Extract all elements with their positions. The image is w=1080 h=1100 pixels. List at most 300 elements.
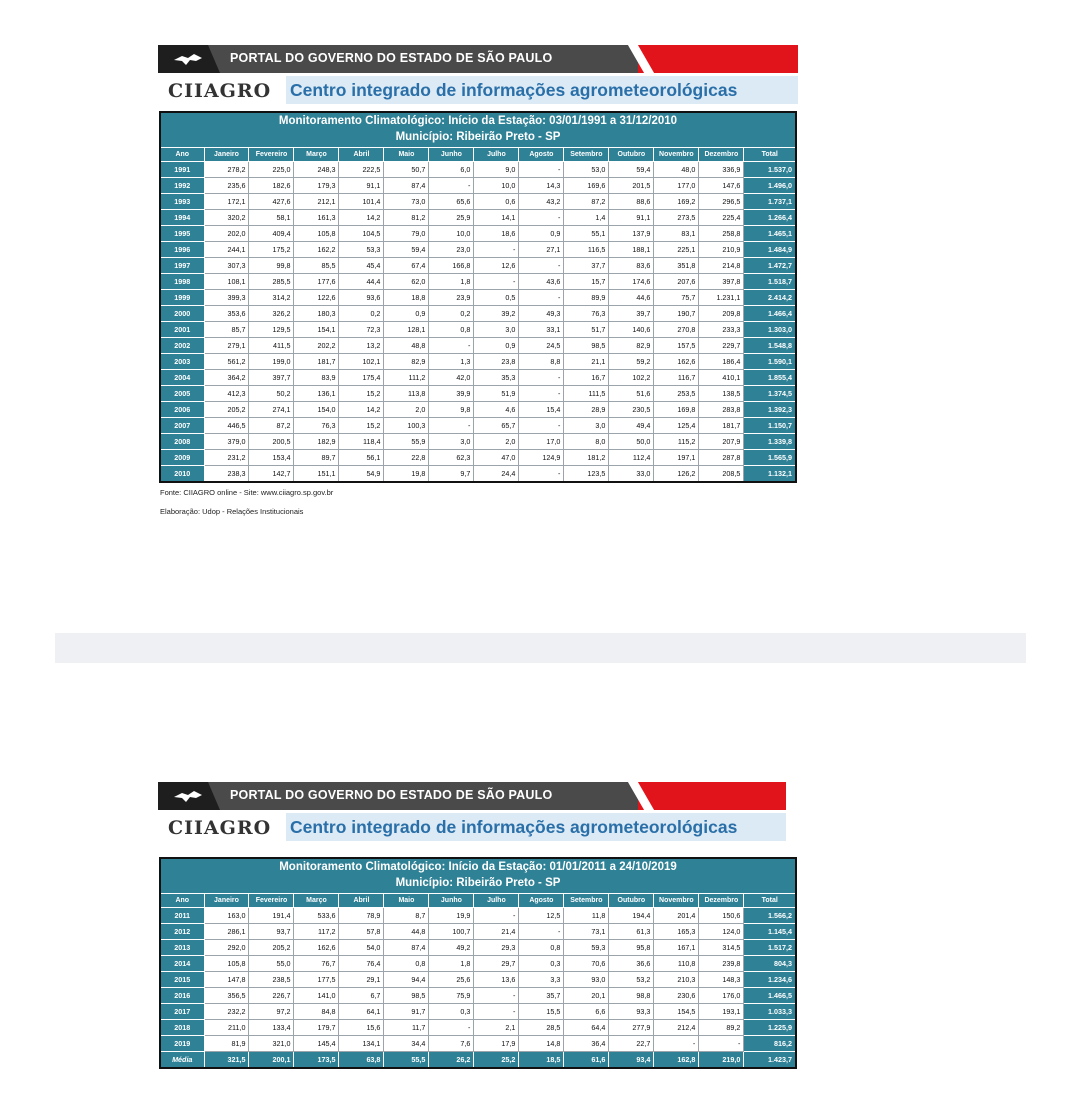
year-cell: 2017: [160, 1004, 204, 1020]
table-row: [160, 940, 796, 956]
column-header: Setembro: [564, 148, 609, 162]
value-cell: 42,0: [429, 370, 474, 386]
value-cell: 307,3: [204, 258, 249, 274]
value-cell: 145,4: [294, 1036, 339, 1052]
value-cell: 175,4: [339, 370, 384, 386]
value-cell: 172,1: [204, 194, 249, 210]
value-cell: 214,8: [699, 258, 744, 274]
value-cell: 253,5: [654, 386, 699, 402]
column-header: Dezembro: [699, 894, 744, 908]
value-cell: 43,6: [519, 274, 564, 290]
value-cell: 43,2: [519, 194, 564, 210]
value-cell: 104,5: [339, 226, 384, 242]
total-cell: 1.590,1: [744, 354, 796, 370]
total-cell: 1.303,0: [744, 322, 796, 338]
value-cell: 87,2: [564, 194, 609, 210]
table-title-line2: Município: Ribeirão Preto - SP: [160, 129, 796, 148]
value-cell: 48,0: [654, 162, 699, 178]
ciiagro-header: [158, 76, 798, 106]
value-cell: 201,4: [654, 908, 699, 924]
total-cell: 1.518,7: [744, 274, 796, 290]
table-header-row: [160, 148, 796, 162]
value-cell: 110,8: [654, 956, 699, 972]
value-cell: 399,3: [204, 290, 249, 306]
value-cell: 15,7: [564, 274, 609, 290]
value-cell: 82,9: [609, 338, 654, 354]
value-cell: 44,8: [384, 924, 429, 940]
value-cell: 321,0: [249, 1036, 294, 1052]
value-cell: 14,8: [519, 1036, 564, 1052]
value-cell: 50,2: [249, 386, 294, 402]
year-cell: 2007: [160, 418, 204, 434]
value-cell: 229,7: [699, 338, 744, 354]
value-cell: 116,5: [564, 242, 609, 258]
value-cell: 49,4: [609, 418, 654, 434]
value-cell: 8,8: [519, 354, 564, 370]
value-cell: 65,6: [429, 194, 474, 210]
column-header: Novembro: [654, 894, 699, 908]
total-cell: 1.566,2: [744, 908, 796, 924]
column-header: Agosto: [519, 148, 564, 162]
table-row: [160, 402, 796, 418]
value-cell: 0,8: [519, 940, 564, 956]
value-cell: 8,0: [564, 434, 609, 450]
total-cell: 1.496,0: [744, 178, 796, 194]
year-cell: 2014: [160, 956, 204, 972]
total-cell: 1.548,8: [744, 338, 796, 354]
value-cell: 76,3: [564, 306, 609, 322]
value-cell: 232,2: [204, 1004, 249, 1020]
rainfall-table-1: [159, 111, 797, 483]
year-cell: 2000: [160, 306, 204, 322]
ciiagro-banner: Centro integrado de informações agrometeorológicas: [286, 813, 786, 841]
value-cell: 353,6: [204, 306, 249, 322]
value-cell: 70,6: [564, 956, 609, 972]
value-cell: 102,2: [609, 370, 654, 386]
value-cell: 21,1: [564, 354, 609, 370]
value-cell: 98,5: [564, 338, 609, 354]
value-cell: 174,6: [609, 274, 654, 290]
value-cell: 173,5: [294, 1052, 339, 1069]
total-cell: 1.150,7: [744, 418, 796, 434]
column-header: Março: [294, 148, 339, 162]
report-block-2: [158, 782, 792, 1069]
total-cell: 1.033,3: [744, 1004, 796, 1020]
year-cell: 2005: [160, 386, 204, 402]
value-cell: 112,4: [609, 450, 654, 466]
value-cell: 15,2: [339, 418, 384, 434]
value-cell: 194,4: [609, 908, 654, 924]
year-cell: 1991: [160, 162, 204, 178]
value-cell: 58,1: [249, 210, 294, 226]
value-cell: 166,8: [429, 258, 474, 274]
value-cell: 191,4: [249, 908, 294, 924]
value-cell: 33,0: [609, 466, 654, 483]
value-cell: 163,0: [204, 908, 249, 924]
value-cell: 226,7: [249, 988, 294, 1004]
value-cell: 10,0: [474, 178, 519, 194]
table-header-row: [160, 894, 796, 908]
value-cell: 55,1: [564, 226, 609, 242]
value-cell: 25,2: [474, 1052, 519, 1069]
table-row: [160, 162, 796, 178]
average-row: [160, 1052, 796, 1069]
value-cell: 49,3: [519, 306, 564, 322]
value-cell: 3,0: [564, 418, 609, 434]
value-cell: -: [519, 210, 564, 226]
value-cell: 91,1: [339, 178, 384, 194]
value-cell: 6,7: [339, 988, 384, 1004]
value-cell: 0,8: [429, 322, 474, 338]
total-cell: 1.145,4: [744, 924, 796, 940]
value-cell: 64,1: [339, 1004, 384, 1020]
value-cell: 72,3: [339, 322, 384, 338]
value-cell: 36,6: [609, 956, 654, 972]
year-cell: 2008: [160, 434, 204, 450]
value-cell: 16,7: [564, 370, 609, 386]
value-cell: 157,5: [654, 338, 699, 354]
value-cell: 39,7: [609, 306, 654, 322]
value-cell: 409,4: [249, 226, 294, 242]
value-cell: -: [429, 418, 474, 434]
value-cell: 321,5: [204, 1052, 249, 1069]
value-cell: 23,9: [429, 290, 474, 306]
year-cell: 1999: [160, 290, 204, 306]
table-row: [160, 418, 796, 434]
value-cell: 108,1: [204, 274, 249, 290]
value-cell: 15,2: [339, 386, 384, 402]
year-cell: 2002: [160, 338, 204, 354]
value-cell: 84,8: [294, 1004, 339, 1020]
value-cell: 244,1: [204, 242, 249, 258]
value-cell: 141,0: [294, 988, 339, 1004]
column-header: Julho: [474, 894, 519, 908]
value-cell: 57,8: [339, 924, 384, 940]
value-cell: 61,6: [564, 1052, 609, 1069]
year-cell: 1998: [160, 274, 204, 290]
value-cell: -: [519, 418, 564, 434]
value-cell: -: [474, 242, 519, 258]
total-cell: 1.234,6: [744, 972, 796, 988]
value-cell: 20,1: [564, 988, 609, 1004]
year-cell: Média: [160, 1052, 204, 1069]
value-cell: 39,9: [429, 386, 474, 402]
value-cell: 93,3: [609, 1004, 654, 1020]
value-cell: 21,4: [474, 924, 519, 940]
value-cell: 91,1: [609, 210, 654, 226]
value-cell: 410,1: [699, 370, 744, 386]
value-cell: 239,8: [699, 956, 744, 972]
table-row: [160, 194, 796, 210]
value-cell: 154,1: [294, 322, 339, 338]
value-cell: 209,8: [699, 306, 744, 322]
table-row: [160, 290, 796, 306]
column-header: Abril: [339, 148, 384, 162]
column-header: Junho: [429, 894, 474, 908]
value-cell: 13,6: [474, 972, 519, 988]
column-header: Ano: [160, 148, 204, 162]
value-cell: 181,7: [699, 418, 744, 434]
value-cell: 356,5: [204, 988, 249, 1004]
value-cell: 258,8: [699, 226, 744, 242]
value-cell: 411,5: [249, 338, 294, 354]
value-cell: -: [519, 386, 564, 402]
value-cell: 51,6: [609, 386, 654, 402]
value-cell: 53,0: [564, 162, 609, 178]
value-cell: 147,8: [204, 972, 249, 988]
column-header: Fevereiro: [249, 148, 294, 162]
value-cell: 188,1: [609, 242, 654, 258]
value-cell: 59,4: [384, 242, 429, 258]
table-row: [160, 466, 796, 483]
value-cell: 76,7: [294, 956, 339, 972]
value-cell: -: [474, 274, 519, 290]
value-cell: 17,9: [474, 1036, 519, 1052]
value-cell: 561,2: [204, 354, 249, 370]
year-cell: 2010: [160, 466, 204, 483]
value-cell: 225,0: [249, 162, 294, 178]
table-row: [160, 210, 796, 226]
value-cell: 75,9: [429, 988, 474, 1004]
value-cell: 19,8: [384, 466, 429, 483]
value-cell: 134,1: [339, 1036, 384, 1052]
year-cell: 2018: [160, 1020, 204, 1036]
total-cell: 1.423,7: [744, 1052, 796, 1069]
value-cell: 233,3: [699, 322, 744, 338]
value-cell: 6,6: [564, 1004, 609, 1020]
value-cell: 93,4: [609, 1052, 654, 1069]
column-header: Janeiro: [204, 894, 249, 908]
value-cell: 162,8: [654, 1052, 699, 1069]
value-cell: 230,5: [609, 402, 654, 418]
value-cell: 2,1: [474, 1020, 519, 1036]
table-row: [160, 1036, 796, 1052]
year-cell: 2015: [160, 972, 204, 988]
value-cell: 19,9: [429, 908, 474, 924]
ciiagro-banner: Centro integrado de informações agrometeorológicas: [286, 76, 798, 104]
table-row: [160, 956, 796, 972]
value-cell: 222,5: [339, 162, 384, 178]
portal-header-bar: [158, 45, 798, 73]
table-row: [160, 338, 796, 354]
value-cell: 270,8: [654, 322, 699, 338]
value-cell: 35,3: [474, 370, 519, 386]
value-cell: 87,4: [384, 178, 429, 194]
value-cell: 27,1: [519, 242, 564, 258]
value-cell: 287,8: [699, 450, 744, 466]
value-cell: 3,0: [474, 322, 519, 338]
table-body: [160, 162, 796, 483]
year-cell: 2012: [160, 924, 204, 940]
column-header: Abril: [339, 894, 384, 908]
table-row: [160, 178, 796, 194]
value-cell: 0,9: [474, 338, 519, 354]
value-cell: 427,6: [249, 194, 294, 210]
value-cell: 207,9: [699, 434, 744, 450]
total-cell: 1.339,8: [744, 434, 796, 450]
value-cell: 162,2: [294, 242, 339, 258]
total-cell: 1.565,9: [744, 450, 796, 466]
table-row: [160, 274, 796, 290]
value-cell: 122,6: [294, 290, 339, 306]
value-cell: 153,4: [249, 450, 294, 466]
value-cell: 4,6: [474, 402, 519, 418]
total-cell: 1.517,2: [744, 940, 796, 956]
value-cell: 53,2: [609, 972, 654, 988]
value-cell: 59,3: [564, 940, 609, 956]
value-cell: 50,7: [384, 162, 429, 178]
value-cell: 25,9: [429, 210, 474, 226]
total-cell: 804,3: [744, 956, 796, 972]
sp-map-logo-icon: [172, 52, 204, 66]
left-margin: [0, 0, 55, 1100]
value-cell: 10,0: [429, 226, 474, 242]
value-cell: 0,9: [384, 306, 429, 322]
total-cell: 1.472,7: [744, 258, 796, 274]
value-cell: 115,2: [654, 434, 699, 450]
value-cell: 0,5: [474, 290, 519, 306]
value-cell: 29,3: [474, 940, 519, 956]
value-cell: 35,7: [519, 988, 564, 1004]
year-cell: 1992: [160, 178, 204, 194]
value-cell: 231,2: [204, 450, 249, 466]
value-cell: 9,0: [474, 162, 519, 178]
year-cell: 1995: [160, 226, 204, 242]
value-cell: -: [519, 258, 564, 274]
value-cell: 9,7: [429, 466, 474, 483]
value-cell: 83,6: [609, 258, 654, 274]
value-cell: 78,9: [339, 908, 384, 924]
total-cell: 1.374,5: [744, 386, 796, 402]
value-cell: 162,6: [294, 940, 339, 956]
value-cell: 81,2: [384, 210, 429, 226]
value-cell: 165,3: [654, 924, 699, 940]
value-cell: 118,4: [339, 434, 384, 450]
column-header: Janeiro: [204, 148, 249, 162]
value-cell: -: [519, 466, 564, 483]
value-cell: 205,2: [249, 940, 294, 956]
value-cell: 13,2: [339, 338, 384, 354]
value-cell: 63,8: [339, 1052, 384, 1069]
value-cell: 177,0: [654, 178, 699, 194]
value-cell: 11,8: [564, 908, 609, 924]
value-cell: 161,3: [294, 210, 339, 226]
total-cell: 1.465,1: [744, 226, 796, 242]
value-cell: 1,3: [429, 354, 474, 370]
value-cell: 65,7: [474, 418, 519, 434]
value-cell: 0,3: [519, 956, 564, 972]
value-cell: 44,6: [609, 290, 654, 306]
value-cell: 99,8: [249, 258, 294, 274]
value-cell: 59,2: [609, 354, 654, 370]
value-cell: -: [474, 1004, 519, 1020]
value-cell: 91,7: [384, 1004, 429, 1020]
value-cell: 29,1: [339, 972, 384, 988]
value-cell: 44,4: [339, 274, 384, 290]
value-cell: 55,5: [384, 1052, 429, 1069]
value-cell: 182,6: [249, 178, 294, 194]
value-cell: 101,4: [339, 194, 384, 210]
value-cell: 93,6: [339, 290, 384, 306]
table-title-line1: Monitoramento Climatológico: Início da Estação: 01/01/2011 a 24/10/2019: [160, 858, 796, 875]
value-cell: 18,6: [474, 226, 519, 242]
value-cell: 56,1: [339, 450, 384, 466]
value-cell: 51,7: [564, 322, 609, 338]
value-cell: 105,8: [204, 956, 249, 972]
value-cell: 15,4: [519, 402, 564, 418]
value-cell: 34,4: [384, 1036, 429, 1052]
total-cell: 1.737,1: [744, 194, 796, 210]
column-header: Setembro: [564, 894, 609, 908]
value-cell: 201,5: [609, 178, 654, 194]
value-cell: 113,8: [384, 386, 429, 402]
value-cell: 53,3: [339, 242, 384, 258]
value-cell: 55,9: [384, 434, 429, 450]
value-cell: 14,3: [519, 178, 564, 194]
value-cell: 18,5: [519, 1052, 564, 1069]
value-cell: 169,2: [654, 194, 699, 210]
ciiagro-logo: CIIAGRO: [168, 80, 272, 102]
value-cell: 200,1: [249, 1052, 294, 1069]
value-cell: 0,9: [519, 226, 564, 242]
value-cell: 23,8: [474, 354, 519, 370]
year-cell: 2013: [160, 940, 204, 956]
value-cell: 279,1: [204, 338, 249, 354]
value-cell: 190,7: [654, 306, 699, 322]
value-cell: 3,0: [429, 434, 474, 450]
column-header: Maio: [384, 148, 429, 162]
year-cell: 2001: [160, 322, 204, 338]
value-cell: 116,7: [654, 370, 699, 386]
value-cell: 179,7: [294, 1020, 339, 1036]
value-cell: 62,3: [429, 450, 474, 466]
year-cell: 1994: [160, 210, 204, 226]
value-cell: 25,6: [429, 972, 474, 988]
value-cell: 7,6: [429, 1036, 474, 1052]
value-cell: 50,0: [609, 434, 654, 450]
table-row: [160, 258, 796, 274]
value-cell: 117,2: [294, 924, 339, 940]
table-row: [160, 370, 796, 386]
column-header: Total: [744, 894, 796, 908]
value-cell: 37,7: [564, 258, 609, 274]
year-cell: 2004: [160, 370, 204, 386]
value-cell: 61,3: [609, 924, 654, 940]
value-cell: 176,0: [699, 988, 744, 1004]
value-cell: 177,6: [294, 274, 339, 290]
column-header: Dezembro: [699, 148, 744, 162]
value-cell: 238,5: [249, 972, 294, 988]
table-row: [160, 306, 796, 322]
value-cell: 1.231,1: [699, 290, 744, 306]
column-header: Março: [294, 894, 339, 908]
value-cell: 87,4: [384, 940, 429, 956]
value-cell: 24,5: [519, 338, 564, 354]
value-cell: 154,0: [294, 402, 339, 418]
elaboration-note: Elaboração: Udop - Relações Institucionais: [160, 507, 304, 516]
value-cell: 14,1: [474, 210, 519, 226]
table-row: [160, 434, 796, 450]
table-row: [160, 908, 796, 924]
value-cell: 24,4: [474, 466, 519, 483]
value-cell: 296,5: [699, 194, 744, 210]
value-cell: 533,6: [294, 908, 339, 924]
table-row: [160, 226, 796, 242]
value-cell: 0,6: [474, 194, 519, 210]
value-cell: 169,6: [564, 178, 609, 194]
value-cell: 15,5: [519, 1004, 564, 1020]
value-cell: -: [519, 162, 564, 178]
